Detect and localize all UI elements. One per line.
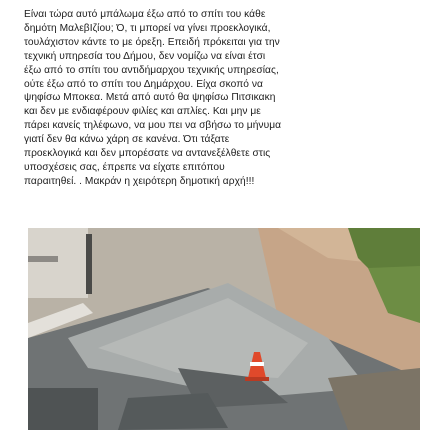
post-text — [24, 8, 416, 189]
post-text-line: τουλάχιστον κάντε το με όρεξη. Επειδή πρόκειται για την — [24, 36, 280, 48]
post-text-line: γιατί δεν θα κάνω χάρη σε κανένα. Ότι τάξατε — [24, 134, 230, 146]
post-text-line: πάρει κανείς τηλέφωνο, να μου πει να σβήσω το μήνυμα — [24, 120, 282, 132]
post-text-line: και δεν με ενδιαφέρουν φιλίες και απλίες. Και μην με — [24, 106, 261, 118]
post-text-line: έξω από το σπίτι του αντιδήμαρχου τεχνικής υπηρεσίας, — [24, 64, 279, 76]
post-text-line: ούτε έξω από το σπίτι του Δημάρχου. Είχα σκοπό να — [24, 78, 263, 90]
post-photo[interactable] — [28, 228, 420, 430]
post-text-line: υποσχέσεις σας, έπρεπε να είχατε επιτόπου — [24, 161, 225, 173]
railing — [28, 256, 58, 262]
post-text-line: τεχνική υπηρεσία του Δήμου, δεν νομίζω να είναι έτσι — [24, 50, 266, 62]
post-text-line: Είναι τώρα αυτό μπάλωμα έξω από το σπίτι του κάθε — [24, 9, 266, 20]
pole — [86, 234, 92, 294]
post-text-line: ψηφίσω Μποκεα. Μετά από αυτό θα ψηφίσω Πιτσικακη — [24, 92, 276, 104]
post-text-line: παραιτηθεί. . Μακράν η χειρότερη δημοτική αρχή!!! — [24, 175, 255, 187]
building-facade — [28, 228, 88, 298]
road-patch-photo — [28, 228, 420, 430]
post-text-line: προεκλογικά και δεν μπορέσατε να αντανεξέλθετε στις — [24, 148, 271, 160]
post-text-line: δημότη ΜαλεβΙζίου; Ό, τι μπορεί να γίνει προεκλογικά, — [24, 22, 271, 34]
